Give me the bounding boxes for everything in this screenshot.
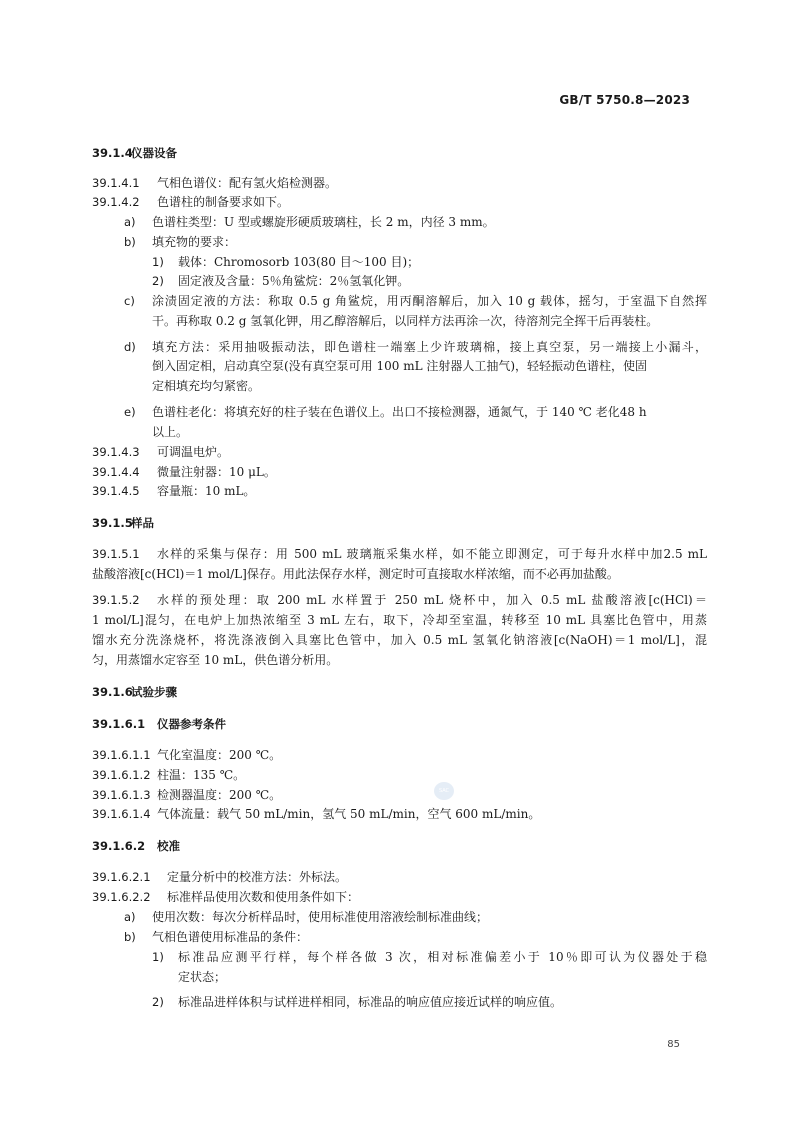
- clause-text: 水样的预处理：取 200 mL 水样置于 250 mL 烧杯中，加入 0.5 mL 盐酸溶液[c(HCl)＝: [157, 593, 707, 607]
- clause-text: 使用次数：每次分析样品时，使用标准使用溶液绘制标准曲线；: [152, 910, 489, 924]
- clause-text: 微量注射器：10 μL。: [157, 465, 276, 479]
- clause-text: 气化室温度：200 ℃。: [157, 748, 282, 762]
- clause-text: 涂渍固定液的方法：称取 0.5 g 角鲨烷，用丙酮溶解后，加入 10 g 载体，摇匀，于室温下自然挥: [152, 294, 707, 308]
- clause-number: 1): [152, 255, 164, 269]
- clause-text: 可调温电炉。: [157, 445, 230, 459]
- clause-text: 气相色谱仪：配有氢火焰检测器。: [157, 176, 338, 190]
- clause-number: 39.1.6: [92, 685, 133, 699]
- clause-number: 39.1.4.5: [92, 484, 140, 498]
- clause-number: 39.1.4.2: [92, 195, 140, 209]
- clause-text: 填充方法：采用抽吸振动法，即色谱柱一端塞上少许玻璃棉，接上真空泵，另一端接上小漏斗，: [152, 340, 707, 354]
- clause-text: 标准品进样体积与试样进样相同，标准品的响应值应接近试样的响应值。: [178, 995, 563, 1009]
- clause-text: 水样的采集与保存：用 500 mL 玻璃瓶采集水样，如不能立即测定，可于每升水样中加2.5 mL: [157, 547, 707, 561]
- clause-number: 39.1.4.3: [92, 445, 140, 459]
- clause-text: 定状态；: [178, 970, 227, 984]
- clause-text: 气相色谱使用标准品的条件：: [152, 930, 309, 944]
- clause-text: 定量分析中的校准方法：外标法。: [167, 870, 348, 884]
- clause-number: 39.1.4.1: [92, 176, 140, 190]
- clause-text: 以上。: [152, 425, 189, 439]
- clause-text: 样品: [131, 516, 154, 530]
- clause-number: 2): [152, 995, 164, 1009]
- clause-number: 39.1.6.2.1: [92, 870, 151, 884]
- clause-text: 容量瓶：10 mL。: [157, 484, 256, 498]
- clause-text: 盐酸溶液[c(HCl)＝1 mol/L]保存。用此法保存水样，测定时可直接取水样浓缩，而不必再加盐酸。: [92, 567, 619, 581]
- clause-number: 2): [152, 274, 164, 288]
- clause-text: 色谱柱类型：U 型或螺旋形硬质玻璃柱，长 2 m，内径 3 mm。: [152, 215, 495, 229]
- clause-text: 1 mol/L]混匀，在电炉上加热浓缩至 3 mL 左右，取下，冷却至室温，转移至 10 mL 具塞比色管中，用蒸: [92, 613, 707, 627]
- clause-number: 39.1.5: [92, 516, 133, 530]
- clause-number: 39.1.6.1.1: [92, 748, 151, 762]
- clause-text: 匀，用蒸馏水定容至 10 mL，供色谱分析用。: [92, 653, 339, 667]
- clause-text: 柱温：135 ℃。: [157, 768, 246, 782]
- page-number: 85: [667, 1039, 680, 1050]
- clause-number: 39.1.6.1.2: [92, 768, 151, 782]
- clause-text: 填充物的要求：: [152, 235, 237, 249]
- clause-number: 39.1.6.1: [92, 717, 146, 731]
- clause-number: e): [124, 405, 136, 419]
- clause-number: a): [124, 215, 136, 229]
- clause-text: 仪器设备: [131, 146, 177, 160]
- clause-text: 标准样品使用次数和使用条件如下：: [167, 890, 360, 904]
- clause-number: b): [124, 930, 136, 944]
- clause-number: 39.1.4: [92, 146, 133, 160]
- clause-text: 标准品应测平行样，每个样各做 3 次，相对标准偏差小于 10％即可认为仪器处于稳: [178, 950, 707, 964]
- clause-text: 馏水充分洗涤烧杯，将洗涤液倒入具塞比色管中，加入 0.5 mL 氢氧化钠溶液[c(NaOH)＝1 mol/L]，混: [92, 633, 707, 647]
- clause-number: b): [124, 235, 136, 249]
- clause-text: 载体：Chromosorb 103(80 目～100 目)；: [178, 255, 420, 269]
- standard-code: GB/T 5750.8—2023: [559, 93, 690, 107]
- clause-text: 试验步骤: [131, 685, 177, 699]
- clause-text: 色谱柱的制备要求如下。: [157, 195, 290, 209]
- clause-text: 仪器参考条件: [157, 717, 226, 731]
- clause-text: 定相填充均匀紧密。: [152, 379, 261, 393]
- clause-number: a): [124, 910, 136, 924]
- clause-number: c): [124, 294, 135, 308]
- clause-text: 干。再称取 0.2 g 氢氧化钾，用乙醇溶解后，以同样方法再涂一次，待溶剂完全挥干后再装柱。: [152, 314, 659, 328]
- clause-number: 39.1.4.4: [92, 465, 140, 479]
- clause-number: 39.1.6.2.2: [92, 890, 151, 904]
- watermark-logo-icon: SAC: [434, 782, 454, 800]
- clause-number: 39.1.6.1.4: [92, 807, 151, 821]
- clause-number: 39.1.6.1.3: [92, 788, 151, 802]
- clause-text: 色谱柱老化：将填充好的柱子装在色谱仪上。出口不接检测器，通氮气，于 140 ℃ 老化48 h: [152, 405, 647, 419]
- clause-number: d): [124, 340, 136, 354]
- clause-text: 固定液及含量：5％角鲨烷：2％氢氧化钾。: [178, 274, 410, 288]
- clause-number: 39.1.5.1: [92, 547, 140, 561]
- clause-text: 检测器温度：200 ℃。: [157, 788, 282, 802]
- clause-number: 39.1.5.2: [92, 593, 140, 607]
- clause-text: 气体流量：载气 50 mL/min，氢气 50 mL/min，空气 600 mL/min。: [157, 807, 541, 821]
- clause-number: 1): [152, 950, 164, 964]
- clause-text: 倒入固定相，启动真空泵(没有真空泵可用 100 mL 注射器人工抽气)，轻轻振动色谱柱，使固: [152, 359, 648, 373]
- clause-text: 校准: [157, 839, 180, 853]
- clause-number: 39.1.6.2: [92, 839, 146, 853]
